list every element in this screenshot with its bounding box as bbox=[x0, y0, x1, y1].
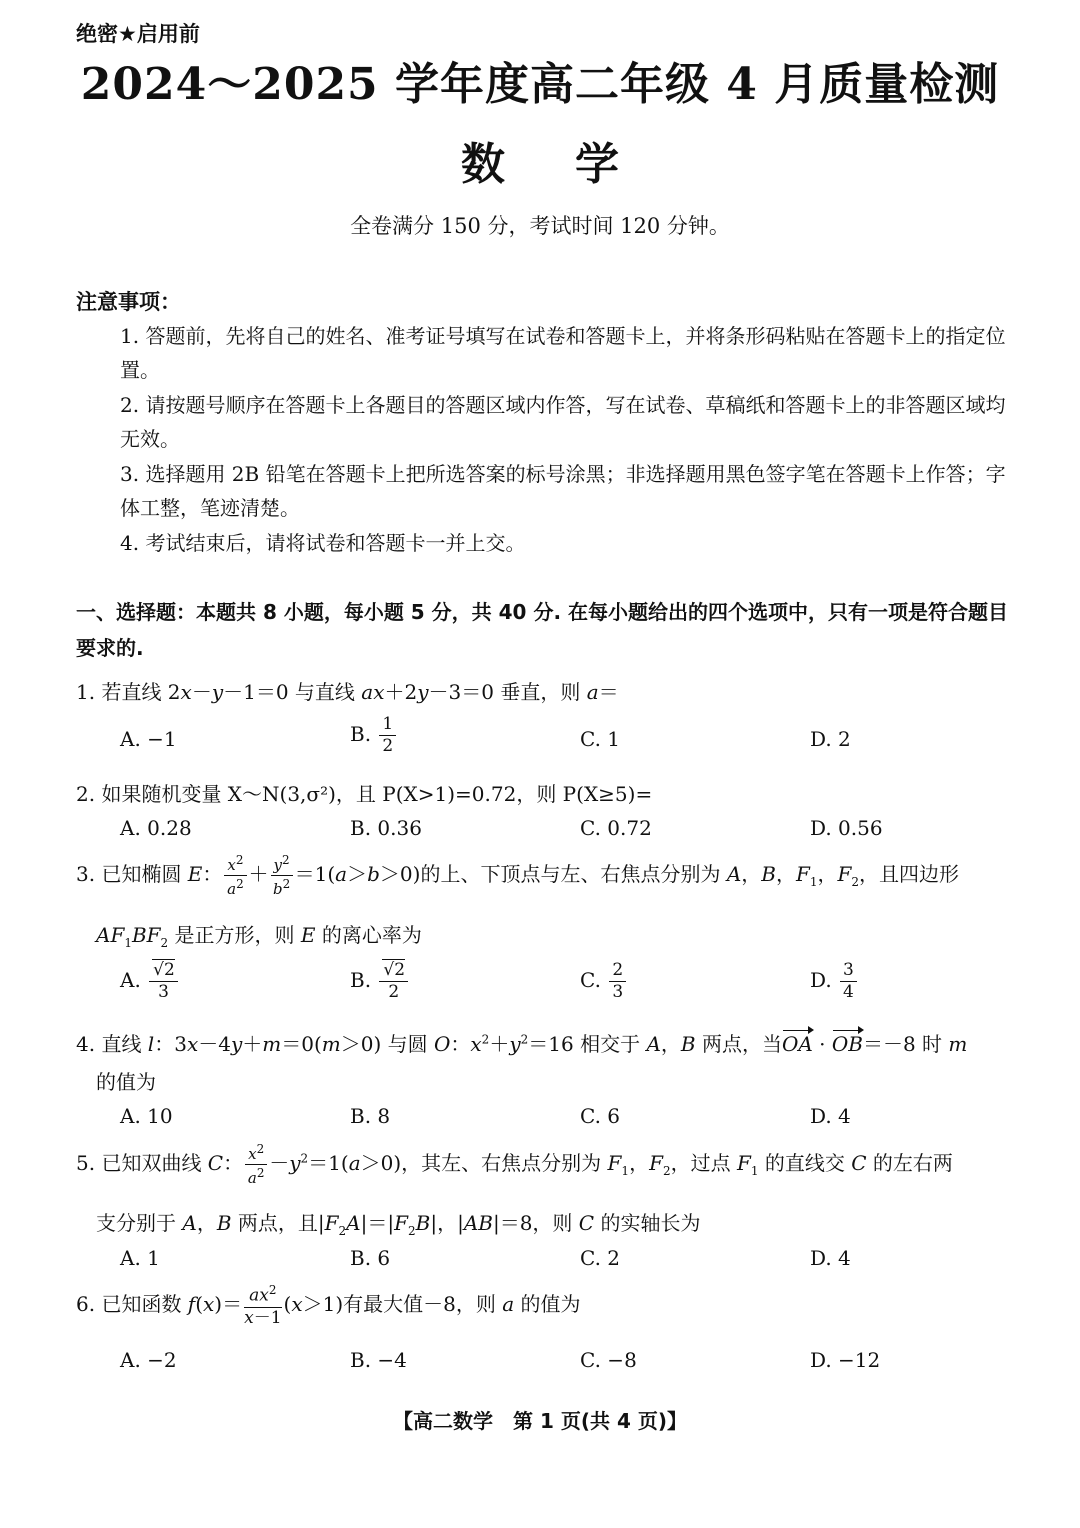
q1-option-c: C. 1 bbox=[580, 727, 621, 751]
q6-option-b: B. −4 bbox=[350, 1348, 407, 1372]
question-2: 2. 如果随机变量 X～N(3,σ²)，且 P(X>1)=0.72，则 P(X≥5)= bbox=[76, 782, 653, 806]
notice-item-3: 3. 选择题用 2B 铅笔在答题卡上把所选答案的标号涂黑；非选择题用黑色签字笔在答题卡上作答；字体工整，笔迹清楚。 bbox=[120, 462, 1006, 520]
confidential-label: 绝密★启用前 bbox=[76, 22, 200, 46]
q4-option-d: D. 4 bbox=[810, 1104, 851, 1128]
q3-option-b: B. $\frac{√2}{2}$ bbox=[350, 962, 410, 1001]
question-5-cont: 支分别于 A，B 两点，且$|F_2A|=|F_2B|$，|AB|＝8，则 C 的实轴长为 bbox=[96, 1211, 701, 1238]
notice-heading: 注意事项： bbox=[76, 290, 181, 314]
question-5: 5. 已知双曲线 C： $\frac{x^2}{a^2}$ $-y^2=1(a>0)$，其左、右焦点分别为 $F_1$，$F_2$，过点 $F_1$ 的直线交 C 的左右两 bbox=[76, 1142, 953, 1187]
exam-title: 2024～2025 学年度高二年级 4 月质量检测 bbox=[80, 59, 1000, 110]
notice-item-2: 2. 请按题号顺序在答题卡上各题目的答题区域内作答，写在试卷、草稿纸和答题卡上的非答题区域均无效。 bbox=[120, 393, 1006, 451]
question-3: 3. 已知椭圆 E： $\frac{x^2}{a^2}$ ＋ $\frac{y^2}{b^2}$ ＝1(a＞b＞0)的上、下顶点与左、右焦点分别为 A，B，$F_1$，$F_2$，且四边形 bbox=[76, 853, 960, 898]
q2-option-a: A. 0.28 bbox=[120, 816, 192, 840]
q3-option-d: D. $\frac{3}{4}$ bbox=[810, 962, 859, 1001]
question-3-cont: $AF_1BF_2$ 是正方形，则 E 的离心率为 bbox=[96, 923, 422, 950]
q4-option-a: A. 10 bbox=[120, 1104, 173, 1128]
q3-option-c: C. $\frac{2}{3}$ bbox=[580, 962, 628, 1001]
notice-item-1: 1. 答题前，先将自己的姓名、准考证号填写在试卷和答题卡上，并将条形码粘贴在答题卡上的指定位置。 bbox=[120, 324, 1006, 382]
q6-option-c: C. −8 bbox=[580, 1348, 637, 1372]
q4-option-b: B. 8 bbox=[350, 1104, 391, 1128]
q6-option-a: A. −2 bbox=[120, 1348, 177, 1372]
q1-option-b: B. $\frac{1}{2}$ bbox=[350, 716, 398, 755]
question-6: 6. 已知函数 f(x)＝ $\frac{ax^2}{x-1}$ (x＞1)有最大值－8，则 a 的值为 bbox=[76, 1283, 581, 1328]
q5-option-a: A. 1 bbox=[120, 1246, 160, 1270]
notice-item-4: 4. 考试结束后，请将试卷和答题卡一并上交。 bbox=[120, 531, 526, 555]
question-4-cont: 的值为 bbox=[96, 1070, 156, 1094]
q5-option-c: C. 2 bbox=[580, 1246, 621, 1270]
q2-option-c: C. 0.72 bbox=[580, 816, 652, 840]
q4-option-c: C. 6 bbox=[580, 1104, 621, 1128]
q5-option-b: B. 6 bbox=[350, 1246, 391, 1270]
question-1: 1. 若直线 2x－y－1＝0 与直线 ax＋2y－3＝0 垂直，则 a＝ bbox=[76, 680, 619, 704]
full-score-note: 全卷满分 150 分，考试时间 120 分钟。 bbox=[350, 214, 730, 238]
q6-option-d: D. −12 bbox=[810, 1348, 881, 1372]
page-footer: 【高二数学 第 1 页(共 4 页)】 bbox=[393, 1409, 687, 1433]
question-4: 4. 直线 l：3x－4y＋m＝0(m＞0) 与圆 O：$x^2+y^2=16$ 相交于 A，B 两点，当OA · OB＝－8 时 m bbox=[76, 1032, 968, 1056]
subject-title: 数学 bbox=[461, 139, 689, 190]
section-heading: 一、选择题：本题共 8 小题，每小题 5 分，共 40 分. 在每小题给出的四个选项中，只有一项是符合题目要求的. bbox=[76, 600, 1009, 660]
q2-option-d: D. 0.56 bbox=[810, 816, 883, 840]
q2-option-b: B. 0.36 bbox=[350, 816, 422, 840]
q3-option-a: A. $\frac{√2}{3}$ bbox=[120, 962, 180, 1001]
q1-option-d: D. 2 bbox=[810, 727, 851, 751]
q5-option-d: D. 4 bbox=[810, 1246, 851, 1270]
q1-option-a: A. −1 bbox=[120, 727, 177, 751]
